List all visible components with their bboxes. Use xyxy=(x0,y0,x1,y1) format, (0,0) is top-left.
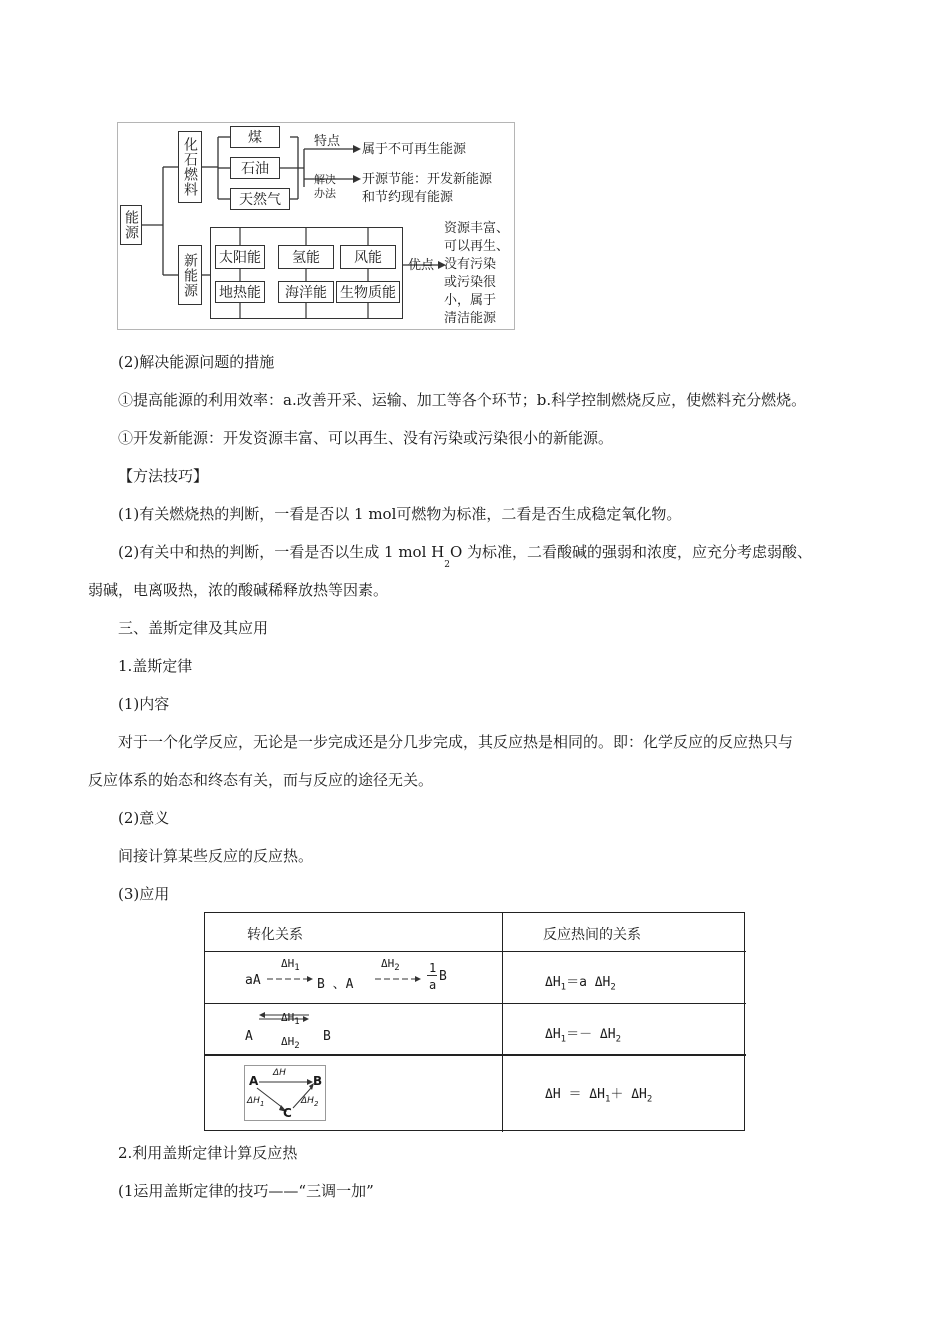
subscript-2: 2 xyxy=(444,560,450,570)
meaning-heading: (2)意义 xyxy=(118,809,170,827)
row3-dh1-sub: 1 xyxy=(259,1099,265,1108)
advantage-label: 优点 xyxy=(408,258,435,273)
row1-heat-relation xyxy=(545,971,616,993)
solution-label-2: 办法 xyxy=(314,187,336,200)
tip-neutralization-part2: O 为标准，二看酸碱的强弱和浓度，应充分考虑弱酸、 xyxy=(449,543,813,561)
row1-dh2-sub: 2 xyxy=(394,963,400,974)
row2-dh2-symbol: ΔH xyxy=(281,1035,295,1048)
content-heading: (1)内容 xyxy=(118,695,170,713)
row3-dh2-label xyxy=(301,1096,318,1108)
tip-neutralization-part1: (2)有关中和热的判断，一看是否以生成 1 mol H xyxy=(118,543,445,561)
new-energy-box xyxy=(178,245,202,305)
solution-text-line2: 和节约现有能源 xyxy=(362,190,454,205)
row1-species-B-end: B xyxy=(439,969,447,984)
row3-dh1-label xyxy=(247,1096,264,1108)
biomass-label: 生物质能 xyxy=(340,285,396,301)
row2-dh2-sub: 2 xyxy=(294,1041,300,1052)
section-hess-heading: 三、盖斯定律及其应用 xyxy=(118,619,269,637)
natural-gas-label: 天然气 xyxy=(239,192,281,208)
section-measures-heading: (2)解决能源问题的措施 xyxy=(118,353,275,371)
ocean-box xyxy=(278,281,334,303)
application-heading: (3)应用 xyxy=(118,885,170,903)
row1-dh1 xyxy=(281,957,300,973)
row3-node-A: A xyxy=(249,1074,259,1088)
new-energy-label: 新能源 xyxy=(182,252,198,298)
row2-conversion xyxy=(245,1009,495,1053)
solar-box xyxy=(215,245,265,269)
table-row2-divider xyxy=(205,1054,746,1056)
row2-dh1-right: ΔH xyxy=(545,1027,561,1042)
row1-frac-den: a xyxy=(429,978,437,992)
coal-box xyxy=(230,126,280,148)
advantage-line-6: 清洁能源 xyxy=(444,311,497,326)
wind-box xyxy=(340,245,396,269)
advantage-line-5: 小，属于 xyxy=(444,293,497,308)
row1-species-aA: aA xyxy=(245,973,261,988)
wind-label: 风能 xyxy=(354,250,382,266)
row2-dh1 xyxy=(281,1011,300,1027)
hess-technique-heading: (1运用盖斯定律的技巧——“三调一加” xyxy=(118,1182,374,1200)
row1-species-B-A: B 、A xyxy=(317,977,354,992)
row1-dh1-sub: 1 xyxy=(294,963,300,974)
row2-dh1-sub: 1 xyxy=(294,1017,300,1028)
row3-dh-equals-dh1: ΔH ＝ ΔH xyxy=(545,1087,605,1102)
tip-neutralization-cont: 弱碱，电离吸热，浓的酸碱稀释放热等因素。 xyxy=(88,581,389,599)
geothermal-label: 地热能 xyxy=(219,285,261,301)
natural-gas-box xyxy=(230,188,290,210)
fossil-fuel-label: 化石燃料 xyxy=(182,137,198,197)
row3-triangle-diagram xyxy=(244,1065,326,1121)
hydrogen-label: 氢能 xyxy=(292,250,320,266)
row3-dh2-symbol: ΔH xyxy=(301,1096,314,1106)
oil-box xyxy=(230,157,280,179)
row1-dh2-right-sub: 2 xyxy=(610,982,616,993)
row2-equals-minus-dh2: ＝－ ΔH xyxy=(566,1027,616,1042)
row2-dh2 xyxy=(281,1035,300,1051)
row3-node-B: B xyxy=(313,1074,323,1088)
tip-neutralization-heat xyxy=(118,542,812,569)
method-tips-heading: 【方法技巧】 xyxy=(118,467,209,485)
table-column-divider xyxy=(502,913,503,1132)
row2-dh1-symbol: ΔH xyxy=(281,1011,295,1024)
root-energy-label: 能源 xyxy=(123,210,139,240)
energy-classification-diagram xyxy=(117,122,515,330)
ocean-label: 海洋能 xyxy=(285,285,327,301)
row1-dh1-right-sub: 1 xyxy=(560,982,567,993)
row1-frac-bar xyxy=(427,975,437,976)
geothermal-box xyxy=(215,281,265,303)
table-row1-divider xyxy=(205,1003,746,1004)
row3-dh-label: ΔH xyxy=(273,1068,286,1078)
row1-conversion xyxy=(245,957,495,1001)
row3-plus-dh2: ＋ ΔH xyxy=(610,1087,647,1102)
root-energy-box xyxy=(120,205,142,245)
measure-new-energy: ①开发新能源：开发资源丰富、可以再生、没有污染或污染很小的新能源。 xyxy=(118,429,614,447)
solar-label: 太阳能 xyxy=(219,250,261,266)
meaning-text: 间接计算某些反应的反应热。 xyxy=(118,847,314,865)
measure-efficiency: ①提高能源的利用效率：a.改善开采、运输、加工等各个环节；b.科学控制燃烧反应，使燃料充分燃烧。 xyxy=(118,391,807,409)
row2-dh1-right-sub: 1 xyxy=(560,1034,567,1045)
hess-law-table xyxy=(204,912,745,1131)
content-text-line1: 对于一个化学反应，无论是一步完成还是分几步完成，其反应热是相同的。即：化学反应的反应热只与 xyxy=(118,733,794,751)
tip-combustion-heat: (1)有关燃烧热的判断，一看是否以 1 mol可燃物为标准，二看是否生成稳定氧化物。 xyxy=(118,505,682,523)
advantage-line-3: 没有污染 xyxy=(444,257,497,272)
advantage-line-2: 可以再生、 xyxy=(444,239,510,254)
solution-text-line1: 开源节能：开发新能源 xyxy=(362,172,493,187)
row1-dh1-symbol: ΔH xyxy=(281,957,295,970)
row2-dh2-right-sub: 2 xyxy=(615,1034,621,1045)
oil-label: 石油 xyxy=(241,161,269,177)
row3-dh1-right-sub: 1 xyxy=(604,1094,611,1105)
coal-label: 煤 xyxy=(248,130,262,146)
fossil-fuel-box xyxy=(178,131,202,203)
row1-frac-num: 1 xyxy=(429,961,437,975)
hess-law-heading: 1.盖斯定律 xyxy=(118,657,193,675)
solution-label-1: 解决 xyxy=(314,173,336,186)
row3-node-C: C xyxy=(283,1106,292,1120)
row2-species-A: A xyxy=(245,1029,253,1044)
row3-dh2-right-sub: 2 xyxy=(646,1094,653,1105)
row2-species-B: B xyxy=(323,1029,331,1044)
feature-text: 属于不可再生能源 xyxy=(362,142,467,157)
row3-heat-relation xyxy=(545,1083,652,1105)
table-header-conversion: 转化关系 xyxy=(247,927,303,943)
hess-calculation-heading: 2.利用盖斯定律计算反应热 xyxy=(118,1144,298,1162)
row2-heat-relation xyxy=(545,1023,621,1045)
row1-dh2 xyxy=(381,957,400,973)
advantage-line-1: 资源丰富、 xyxy=(444,221,510,236)
new-energy-inner-lines xyxy=(210,227,403,319)
row3-dh1-symbol: ΔH xyxy=(247,1096,260,1106)
feature-label: 特点 xyxy=(314,134,341,149)
table-header-heat-relation: 反应热间的关系 xyxy=(543,927,641,943)
advantage-line-4: 或污染很 xyxy=(444,275,497,290)
content-text-line2: 反应体系的始态和终态有关，而与反应的途径无关。 xyxy=(88,771,434,789)
table-header-divider xyxy=(205,951,746,952)
row1-dh1-right: ΔH xyxy=(545,975,561,990)
row1-dh2-symbol: ΔH xyxy=(381,957,395,970)
hydrogen-box xyxy=(278,245,334,269)
row1-equals-a-dh2: ＝a ΔH xyxy=(566,975,611,990)
biomass-box xyxy=(336,281,400,303)
row3-dh2-sub: 2 xyxy=(313,1099,319,1108)
